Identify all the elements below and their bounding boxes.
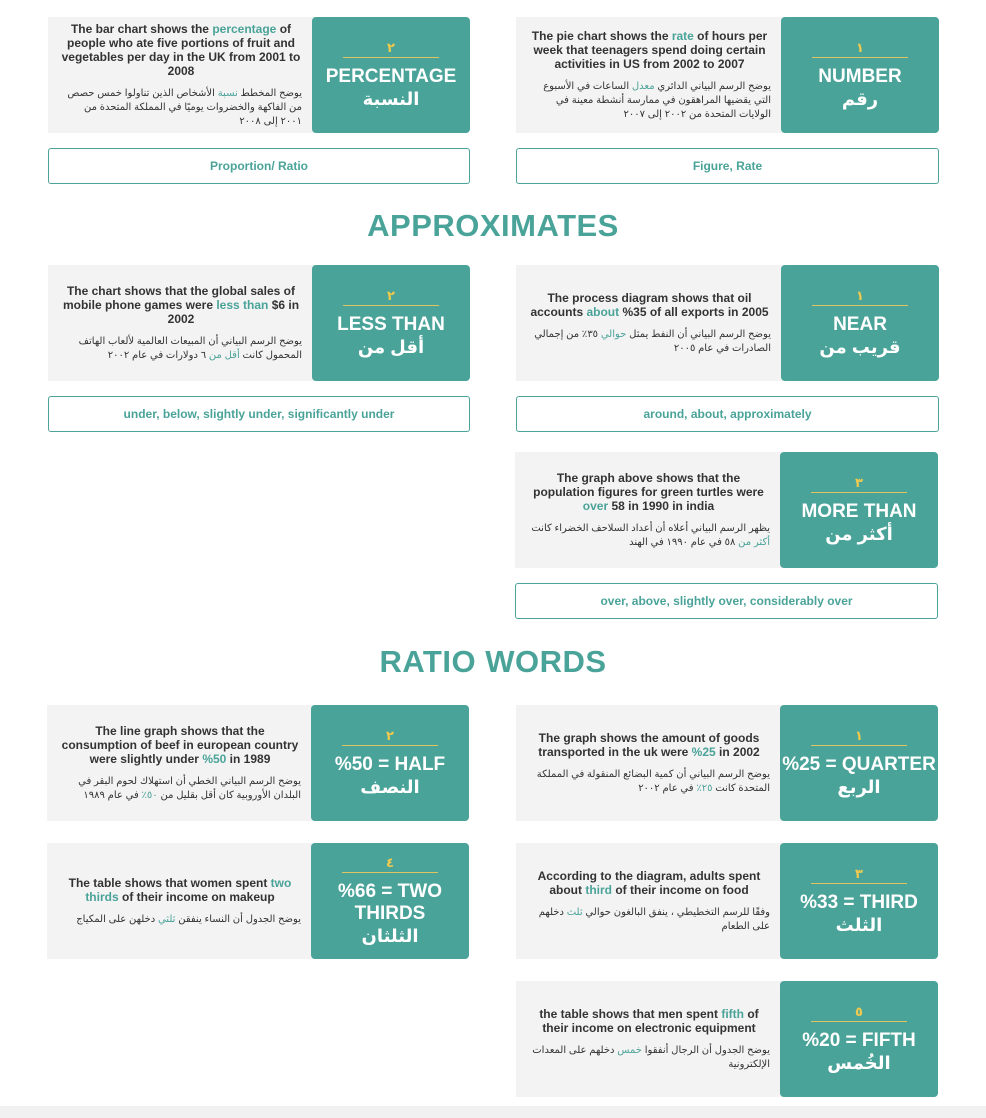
text-part: of their income on food: [612, 882, 749, 897]
card-text: [516, 265, 783, 381]
text-part: يوضح الرسم البياني الدائري: [654, 80, 771, 92]
divider: [343, 305, 439, 306]
highlight-word: نسبة: [217, 87, 238, 99]
term-tile: [311, 705, 469, 821]
text-part: in 1989: [226, 751, 271, 766]
text-part: دخلهم على الطعام: [538, 906, 770, 932]
term-tile: [781, 265, 939, 381]
card-text: [516, 17, 783, 133]
synonyms-more-than: over, above, slightly over, considerably over: [515, 583, 938, 619]
term-number: ٢: [387, 287, 395, 303]
arabic-example: [60, 87, 302, 129]
divider: [343, 57, 439, 58]
highlight-word: %25: [691, 744, 716, 759]
highlight-word: over: [582, 498, 609, 513]
english-example: [60, 22, 302, 78]
term-title-en: %50 = HALF: [334, 753, 446, 775]
term-title-ar: أقل من: [357, 336, 425, 357]
term-tile: [311, 843, 469, 959]
card-near: [516, 265, 939, 381]
text-part: يوضح الرسم البياني الخطي أن استهلاك لحوم البقر في البلدان الأوروبية كان أقل بقليل من: [78, 775, 301, 801]
term-number: ٤: [386, 854, 394, 870]
text-part: يوضح الجدول أن النساء ينفقن: [175, 913, 301, 925]
text-part: يوضح الجدول أن الرجال أنفقوا: [642, 1044, 770, 1056]
highlight-word: ٥٠٪: [141, 789, 158, 801]
highlight-word: ٢٥٪: [696, 782, 713, 794]
term-title-en: MORE THAN: [801, 500, 917, 522]
term-tile: [780, 981, 938, 1097]
divider: [811, 492, 907, 493]
arabic-example: [527, 522, 770, 550]
card-number: [516, 17, 939, 133]
divider: [342, 745, 438, 746]
highlight-word: third: [585, 882, 612, 897]
english-example: [60, 284, 302, 326]
term-number: ٥: [855, 1003, 863, 1019]
card-fifth: [516, 981, 938, 1097]
divider: [342, 872, 438, 873]
english-example: [528, 291, 771, 319]
text-part: 58 in 1990 in india: [608, 498, 715, 513]
arabic-example: [528, 328, 771, 356]
card-text: [516, 981, 782, 1097]
term-title-ar: النصف: [360, 776, 420, 797]
term-tile: [312, 17, 470, 133]
term-number: ١: [855, 727, 863, 743]
card-text: [47, 705, 313, 821]
section-title-approximates: APPROXIMATES: [367, 208, 619, 243]
text-part: The line graph shows that the consumption of beef in european country were slightly under: [61, 723, 299, 766]
highlight-word: percentage: [212, 21, 277, 36]
text-part: الأشخاص الذين تناولوا خمس حصص من الفاكهة والخضروات يوميًا في المملكة المتحدة من ٢٠٠١ إلى ٢٠٠٨: [67, 87, 302, 127]
card-text: [516, 705, 782, 821]
text-part: The process diagram shows that oil accounts: [530, 290, 752, 319]
text-part: %35 of all exports in 2005: [619, 304, 769, 319]
highlight-word: أكثر من: [738, 536, 770, 548]
term-title-ar: الثلث: [835, 914, 883, 935]
text-part: The chart shows that the global sales of mobile phone games were: [62, 283, 296, 312]
text-part: دخلهن على المكياج: [76, 913, 158, 925]
divider: [811, 1021, 907, 1022]
term-title-ar: النسبة: [362, 88, 420, 109]
term-title-en: %25 = QUARTER: [782, 753, 936, 775]
text-part: of their income on electronic equipment: [542, 1006, 759, 1035]
text-part: The table shows that women spent: [68, 875, 271, 890]
highlight-word: حوالي: [600, 328, 627, 340]
bottom-strip: [0, 1106, 986, 1118]
term-title-ar: الربع: [837, 776, 881, 797]
arabic-example: [528, 768, 770, 796]
english-example: [528, 1007, 770, 1035]
text-part: of people who ate five portions of fruit and vegetables per day in the UK from 2001 to 2008: [61, 21, 301, 78]
card-text: [47, 843, 313, 959]
text-part: ٦ دولارات في عام ٢٠٠٢: [107, 349, 209, 361]
highlight-word: less than: [216, 297, 269, 312]
term-title-ar: قريب من: [819, 336, 901, 357]
text-part: ٥٨ في عام ١٩٩٠ في الهند: [629, 536, 739, 548]
text-part: يوضح الرسم البياني أن النفط يمثل: [626, 328, 771, 340]
english-example: [59, 724, 301, 766]
text-part: of their income on makeup: [118, 889, 275, 904]
english-example: [528, 731, 770, 759]
arabic-example: [528, 1044, 770, 1072]
divider: [812, 57, 908, 58]
term-number: ٣: [855, 474, 863, 490]
divider: [812, 305, 908, 306]
arabic-example: [60, 335, 302, 363]
text-part: الساعات في الأسبوع التي يقضيها المراهقون في ممارسة أنشطة معينة في الولايات المتحدة من ٢٠٠٢ إلى ٢٠٠٧: [543, 80, 771, 120]
text-part: According to the diagram, adults spent about: [537, 868, 761, 897]
synonyms-number: Figure, Rate: [516, 148, 939, 184]
text-part: the table shows that men spent: [539, 1006, 722, 1021]
card-more-than: [515, 452, 938, 568]
highlight-word: ثلثي: [157, 913, 176, 925]
term-number: ٢: [387, 39, 395, 55]
text-part: يوضح الرسم البياني أن كمية البضائع المنقولة في المملكة المتحدة كانت: [536, 768, 770, 794]
term-number: ٣: [855, 865, 863, 881]
text-part: يظهر الرسم البياني أعلاه أن أعداد السلاحف الخضراء كانت: [531, 522, 770, 534]
term-title-en: NUMBER: [818, 65, 902, 87]
synonyms-less-than: under, below, slightly under, significantly under: [48, 396, 470, 432]
text-part: The graph shows the amount of goods transported in the uk were: [538, 730, 760, 759]
text-part: دخلهم على المعدات الإلكترونية: [532, 1044, 770, 1070]
section-title-ratio-words: RATIO WORDS: [379, 644, 607, 679]
highlight-word: معدل: [631, 80, 655, 92]
divider: [811, 883, 907, 884]
arabic-example: [528, 906, 770, 934]
english-example: [528, 29, 771, 71]
text-part: The graph above shows that the population figures for green turtles were: [533, 470, 764, 499]
card-text: [48, 265, 314, 381]
text-part: وفقًا للرسم التخطيطي ، ينفق البالغون حوالي: [582, 906, 770, 918]
text-part: ٣٥٪ من إجمالي الصادرات في عام ٢٠٠٥: [534, 328, 771, 354]
term-title-en: PERCENTAGE: [325, 65, 457, 87]
arabic-example: [59, 913, 301, 927]
term-title-ar: الثلثان: [361, 925, 419, 946]
highlight-word: fifth: [721, 1006, 744, 1021]
term-title-en: NEAR: [833, 313, 887, 335]
card-half: [47, 705, 469, 821]
term-tile: [780, 843, 938, 959]
arabic-example: [59, 775, 301, 803]
term-title-ar: أكثر من: [825, 523, 893, 544]
term-tile: [780, 705, 938, 821]
arabic-example: [528, 80, 771, 122]
text-part: يوضح الرسم البياني أن المبيعات العالمية لألعاب الهاتف المحمول كانت: [78, 335, 302, 361]
card-quarter: [516, 705, 938, 821]
card-third: [516, 843, 938, 959]
highlight-word: about: [586, 304, 620, 319]
highlight-word: أقل من: [208, 349, 240, 361]
text-part: في عام ٢٠٠٢: [638, 782, 697, 794]
term-title-en: %20 = FIFTH: [802, 1029, 916, 1051]
text-part: $6 in 2002: [167, 297, 300, 326]
term-number: ١: [856, 39, 864, 55]
text-part: of hours per week that teenagers spend doing certain activities in US from 2002 to 2007: [533, 28, 768, 71]
text-part: The bar chart shows the: [70, 21, 213, 36]
english-example: [527, 471, 770, 513]
english-example: [528, 869, 770, 897]
card-text: [515, 452, 782, 568]
highlight-word: two thirds: [85, 875, 292, 904]
card-text: [48, 17, 314, 133]
synonyms-near: around, about, approximately: [516, 396, 939, 432]
term-tile: [780, 452, 938, 568]
text-part: في عام ١٩٨٩: [83, 789, 142, 801]
term-title-en: LESS THAN: [337, 313, 445, 335]
card-two-thirds: [47, 843, 469, 959]
divider: [811, 745, 907, 746]
text-part: in 2002: [715, 744, 760, 759]
term-title-ar: الخُمس: [827, 1052, 891, 1073]
term-tile: [781, 17, 939, 133]
card-less-than: [48, 265, 470, 381]
highlight-word: خمس: [617, 1044, 642, 1056]
text-part: يوضح المخطط: [237, 87, 302, 99]
term-title-en: %66 = TWO THIRDS: [338, 880, 442, 924]
card-text: [516, 843, 782, 959]
term-tile: [312, 265, 470, 381]
synonyms-percentage: Proportion/ Ratio: [48, 148, 470, 184]
card-percentage: [48, 17, 470, 133]
highlight-word: ثلث: [566, 906, 583, 918]
term-number: ١: [856, 287, 864, 303]
term-number: ٢: [386, 727, 394, 743]
term-title-ar: رقم: [841, 88, 879, 109]
highlight-word: %50: [202, 751, 227, 766]
text-part: The pie chart shows the: [531, 28, 672, 43]
english-example: [59, 876, 301, 904]
term-title-en: %33 = THIRD: [800, 891, 918, 913]
highlight-word: rate: [671, 28, 694, 43]
